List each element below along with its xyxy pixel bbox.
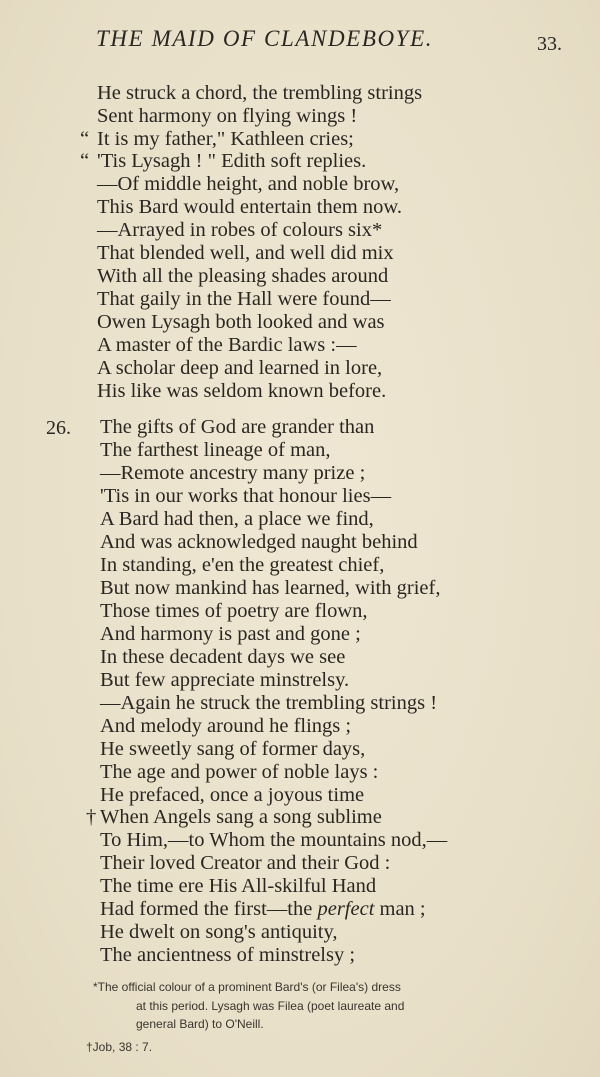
poem-line: But now mankind has learned, with grief,	[100, 577, 441, 599]
footnote-line: general Bard) to O'Neill.	[136, 1017, 264, 1031]
poem-line: —Again he struck the trembling strings !	[100, 692, 438, 714]
poem-line: A master of the Bardic laws :—	[97, 334, 357, 356]
poem-line: The age and power of noble lays :	[100, 761, 379, 783]
poem-line: Owen Lysagh both looked and was	[97, 311, 385, 333]
poem-line: This Bard would entertain them now.	[97, 196, 402, 218]
poem-line: That blended well, and well did mix	[97, 242, 394, 264]
poem-line: —Remote ancestry many prize ;	[100, 462, 366, 484]
poem-line: A Bard had then, a place we find,	[100, 508, 374, 530]
footnote-line: †Job, 38 : 7.	[86, 1040, 153, 1054]
poem-line: The farthest lineage of man,	[100, 439, 331, 461]
poem-line: That gaily in the Hall were found—	[97, 288, 391, 310]
running-title: THE MAID OF CLANDEBOYE.	[96, 26, 434, 51]
poem-line: 'Tis in our works that honour lies—	[100, 485, 392, 507]
page-number: 33.	[537, 33, 562, 55]
poem-line-text: Had formed the first—the	[100, 898, 313, 920]
poem-line: When Angels sang a song sublime	[100, 806, 382, 828]
poem-line: He prefaced, once a joyous time	[100, 784, 365, 806]
open-quote-mark: “	[80, 150, 90, 172]
poem-line: A scholar deep and learned in lore,	[97, 357, 383, 379]
poem-line: It is my father," Kathleen cries;	[97, 128, 354, 150]
poem-line: —Arrayed in robes of colours six*	[97, 219, 383, 241]
poem-line: The gifts of God are grander than	[100, 416, 375, 438]
poem-line: And harmony is past and gone ;	[100, 623, 361, 645]
footnote-line: at this period. Lysagh was Filea (poet laureate and	[136, 999, 405, 1013]
poem-line: —Of middle height, and noble brow,	[97, 173, 400, 195]
poem-line: He sweetly sang of former days,	[100, 738, 366, 760]
poem-line: He dwelt on song's antiquity,	[100, 921, 338, 943]
poem-line-tail: man ;	[374, 898, 426, 920]
footnote-line: *The official colour of a prominent Bard's (or Filea's) dress	[93, 980, 401, 994]
poem-line: Those times of poetry are flown,	[100, 600, 368, 622]
open-quote-mark: “	[80, 128, 90, 150]
poem-line: 'Tis Lysagh ! " Edith soft replies.	[97, 150, 367, 172]
poem-line: In standing, e'en the greatest chief,	[100, 554, 385, 576]
poem-line: He struck a chord, the trembling strings	[97, 82, 423, 104]
poem-line: His like was seldom known before.	[97, 380, 387, 402]
poem-line: But few appreciate minstrelsy.	[100, 669, 350, 691]
poem-line: Their loved Creator and their God :	[100, 852, 391, 874]
dagger-mark: †	[86, 806, 97, 828]
stanza-number: 26.	[46, 417, 71, 439]
poem-line: And melody around he flings ;	[100, 715, 352, 737]
poem-line: And was acknowledged naught behind	[100, 531, 418, 553]
poem-line: The time ere His All-skilful Hand	[100, 875, 377, 897]
poem-line: Sent harmony on flying wings !	[97, 105, 358, 127]
poem-line: To Him,—to Whom the mountains nod,—	[100, 829, 448, 851]
poem-line: In these decadent days we see	[100, 646, 346, 668]
poem-line: The ancientness of minstrelsy ;	[100, 944, 356, 966]
emphasized-word: perfect	[317, 898, 375, 920]
poem-line: With all the pleasing shades around	[97, 265, 389, 287]
poem-line-with-emphasis	[100, 898, 426, 920]
